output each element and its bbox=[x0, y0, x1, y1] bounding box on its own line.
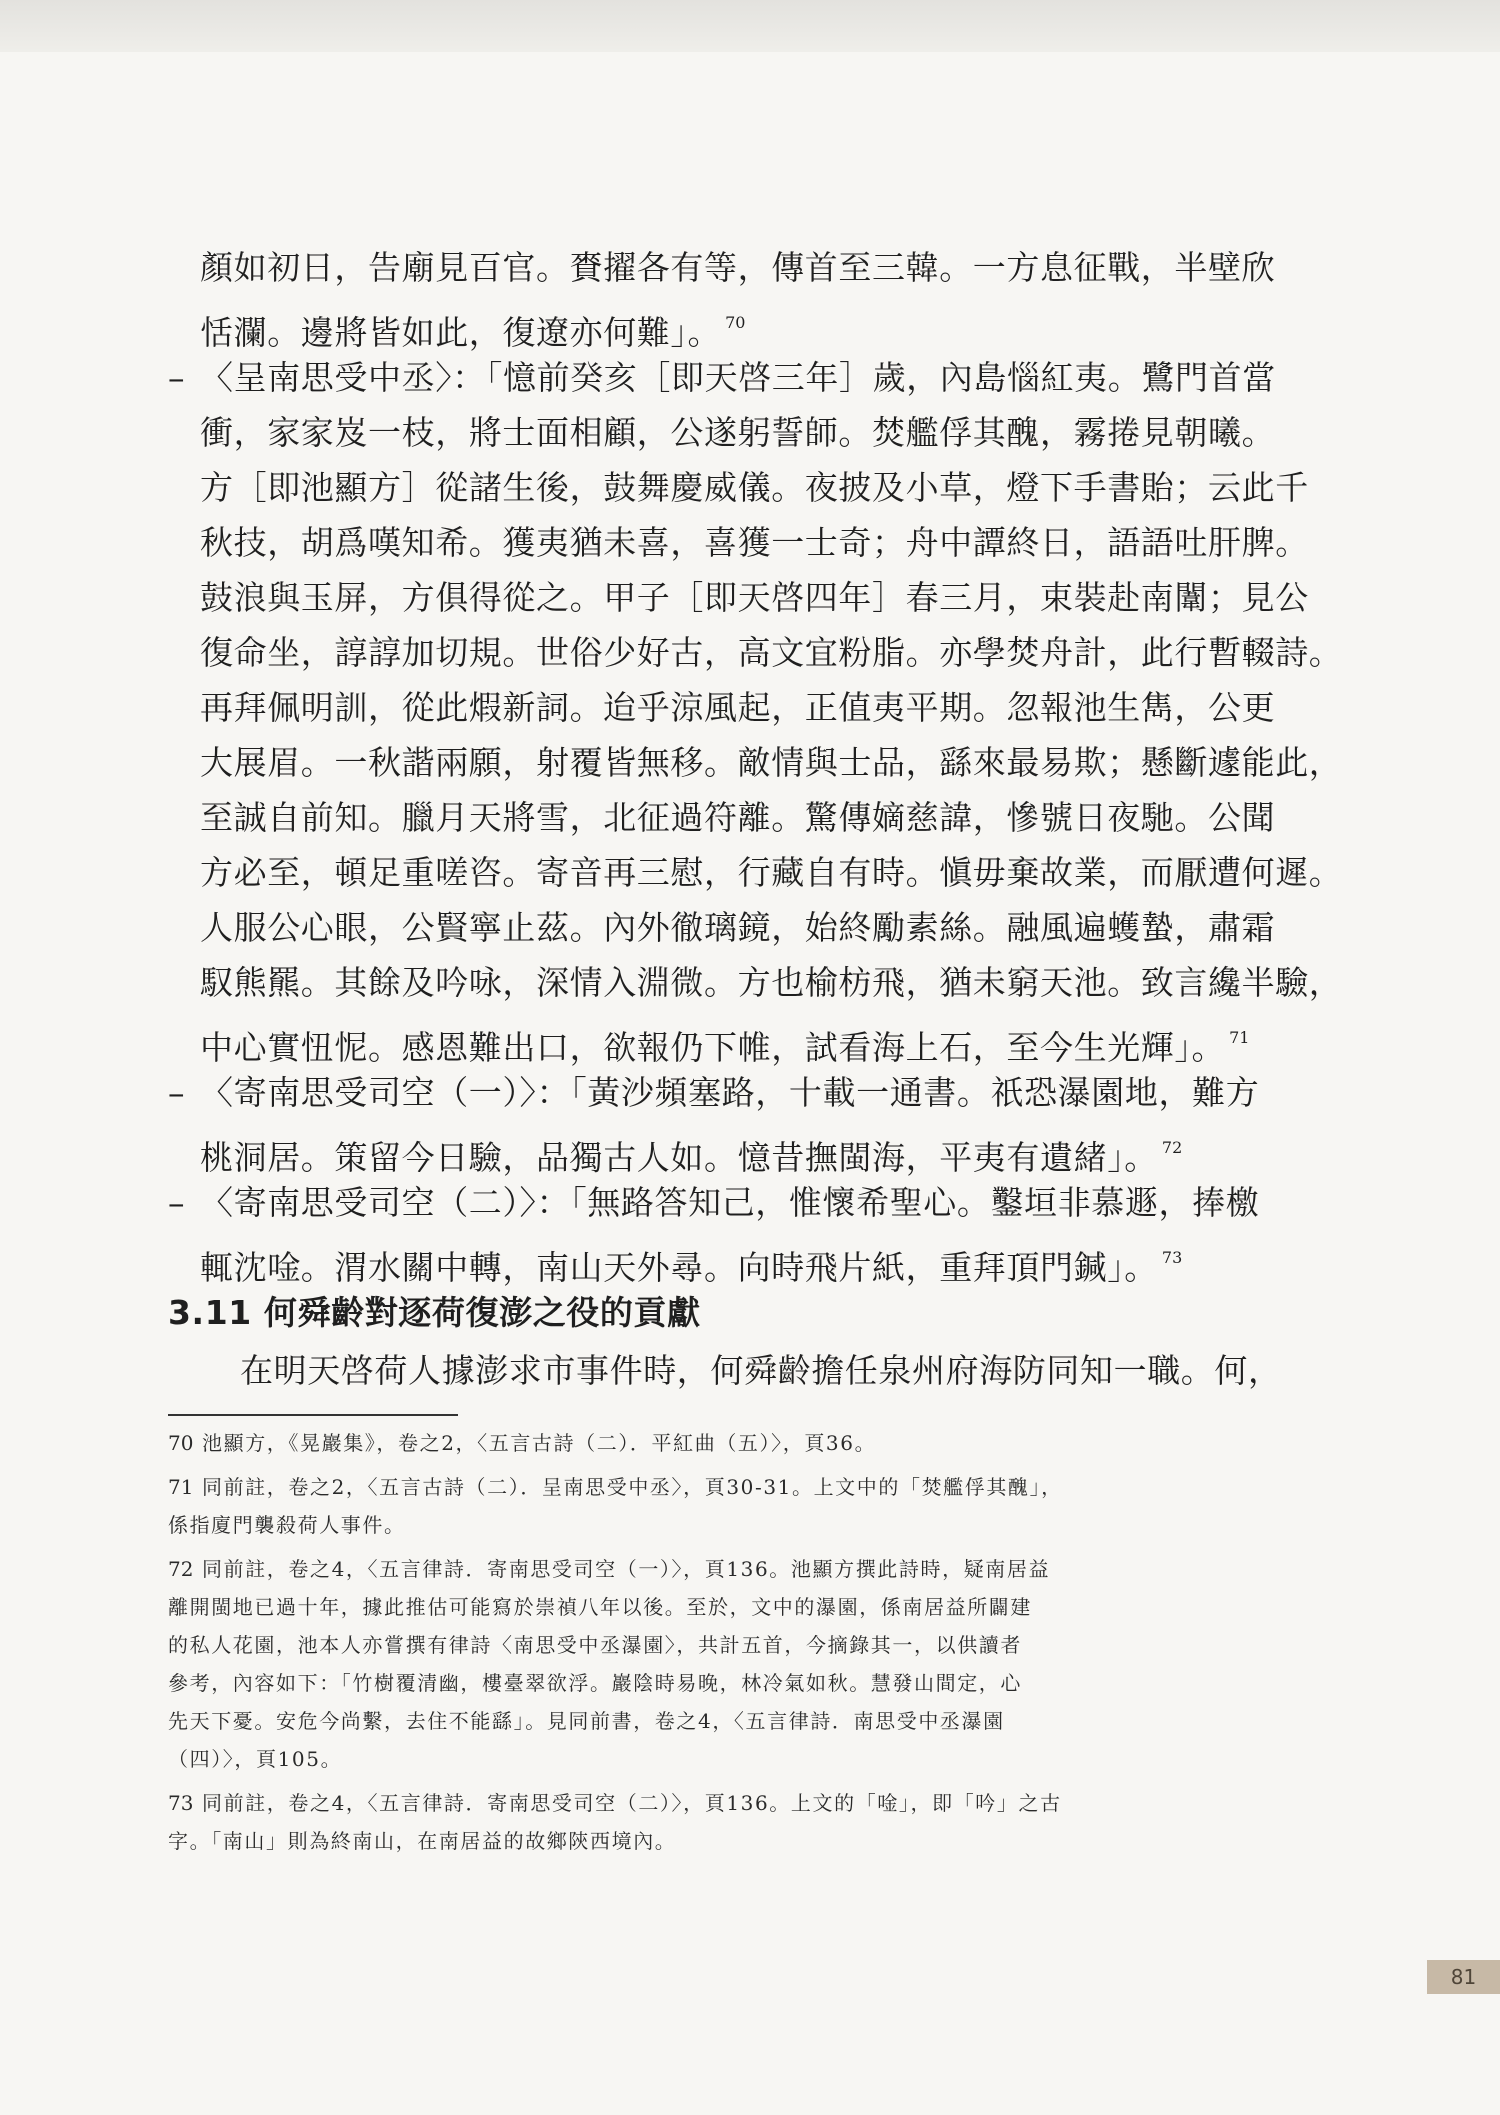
footnote-line bbox=[168, 1702, 1283, 1740]
footnote-text: 字。「南山」則為終南山，在南居益的故鄉陝西境內。 bbox=[168, 1829, 677, 1853]
footnote-line bbox=[168, 1468, 1283, 1506]
list-dash: – bbox=[168, 1073, 186, 1112]
footnote-text: （四）〉，頁105。 bbox=[168, 1747, 343, 1771]
footnote-text: 的私人花園，池本人亦嘗撰有律詩〈南思受中丞瀑園〉，共計五首，今摘錄其一，以供讀者 bbox=[168, 1633, 1022, 1657]
footnote-text: 同前註，卷之4，〈五言律詩．寄南思受司空（一）〉，頁136。池顯方撰此詩時，疑南居益 bbox=[202, 1557, 1051, 1581]
footnote-line bbox=[168, 1664, 1283, 1702]
text-line bbox=[168, 1175, 1283, 1230]
footnote-number: 70 bbox=[168, 1431, 194, 1455]
footnote-line bbox=[168, 1626, 1283, 1664]
footnote-text: 同前註，卷之2，〈五言古詩（二）．呈南思受中丞〉，頁30-31。上文中的「焚艦俘其醜」， bbox=[202, 1475, 1063, 1499]
text-line bbox=[168, 1230, 1283, 1285]
line-text: 大展眉。一秋諧兩願，射覆皆無移。敵情與士品，繇來最易欺；懸斷遽能此， bbox=[200, 743, 1343, 782]
line-text: 方必至，頓足重嗟咨。寄音再三慰，行藏自有時。愼毋棄故業，而厭遭何遲。 bbox=[200, 853, 1343, 892]
footnote bbox=[168, 1784, 1283, 1860]
line-text: 至誠自前知。臘月天將雪，北征過符離。驚傳嫡慈諱，慘號日夜馳。公聞 bbox=[200, 798, 1276, 837]
footnote-line bbox=[168, 1588, 1283, 1626]
line-text: 顏如初日，告廟見百官。賚擢各有等，傳首至三韓。一方息征戰，半壁欣 bbox=[200, 248, 1276, 287]
text-line bbox=[168, 1120, 1283, 1175]
list-dash: – bbox=[168, 1183, 186, 1222]
footnote bbox=[168, 1550, 1283, 1778]
footnote-number: 72 bbox=[168, 1557, 194, 1581]
line-text: 輒沈唫。渭水關中轉，南山天外尋。向時飛片紙，重拜頂門鍼」。 bbox=[200, 1248, 1158, 1287]
line-text: 人服公心眼，公賢寧止茲。內外徹璃鏡，始終勵素絲。融風遍蠖蟄，肅霜 bbox=[200, 908, 1276, 947]
footnote-number: 71 bbox=[168, 1475, 194, 1499]
section-heading: 3.11 何舜齡對逐荷復澎之役的貢獻 bbox=[168, 1293, 701, 1332]
footnote-line bbox=[168, 1424, 1283, 1462]
page-number: 81 bbox=[1427, 1960, 1500, 1994]
paragraph-first-line: 在明天啓荷人據澎求市事件時，何舜齡擔任泉州府海防同知一職。何， bbox=[240, 1351, 1282, 1390]
text-line bbox=[168, 955, 1343, 1010]
line-text: 〈寄南思受司空（二）〉：「無路答知己，惟懷希聖心。鑿垣非慕遯，捧檄 bbox=[200, 1183, 1260, 1222]
text-line bbox=[168, 1065, 1283, 1120]
text-line bbox=[168, 515, 1309, 570]
footnote-text: 參考，內容如下：「竹樹覆清幽，樓臺翠欲浮。巖陰時易晚，林冷氣如秋。慧發山間定，心 bbox=[168, 1671, 1022, 1695]
text-line bbox=[168, 240, 1283, 295]
text-line bbox=[168, 900, 1283, 955]
footnote-ref: 70 bbox=[725, 313, 746, 332]
footnote-line bbox=[168, 1550, 1283, 1588]
footnote-text: 離開閩地已過十年，據此推估可能寫於崇禎八年以後。至於，文中的瀑園，係南居益所闢建 bbox=[168, 1595, 1032, 1619]
text-line bbox=[168, 350, 1283, 405]
footnote-number: 73 bbox=[168, 1791, 194, 1815]
footnote-text: 先天下憂。安危今尚繫，去住不能繇」。見同前書，卷之4，〈五言律詩．南思受中丞瀑園 bbox=[168, 1709, 1005, 1733]
footnote-line bbox=[168, 1506, 1283, 1544]
footnote-text: 係指廈門襲殺荷人事件。 bbox=[168, 1513, 406, 1537]
footnote-divider bbox=[168, 1414, 458, 1416]
text-line bbox=[168, 790, 1283, 845]
footnotes bbox=[168, 1424, 1283, 1860]
poem-lines bbox=[168, 240, 1343, 1287]
text-line bbox=[168, 845, 1343, 900]
footnote-line bbox=[168, 1740, 1283, 1778]
line-text: 秋技，胡爲嘆知希。獲夷猶未喜，喜獲一士奇；舟中譚終日，語語吐肝脾。 bbox=[200, 523, 1309, 562]
footnote-ref: 71 bbox=[1229, 1028, 1250, 1047]
footnote-text: 池顯方，《晃巖集》，卷之2，〈五言古詩（二）．平紅曲（五）〉，頁36。 bbox=[202, 1431, 877, 1455]
text-line bbox=[168, 1010, 1283, 1065]
main-text bbox=[168, 240, 1343, 1866]
text-line bbox=[168, 680, 1283, 735]
text-line bbox=[168, 460, 1309, 515]
line-text: 恬瀾。邊將皆如此，復遼亦何難」。 bbox=[200, 313, 722, 352]
text-line bbox=[168, 405, 1283, 460]
line-text: 〈呈南思受中丞〉：「憶前癸亥［即天啓三年］歲，內島惱紅夷。鷺門首當 bbox=[200, 358, 1276, 397]
scan-top-band bbox=[0, 0, 1500, 52]
footnote-line bbox=[168, 1822, 1283, 1860]
footnote-ref: 72 bbox=[1161, 1138, 1183, 1157]
line-text: 復命坐，諄諄加切規。世俗少好古，高文宜粉脂。亦學焚舟計，此行暫輟詩。 bbox=[200, 633, 1343, 672]
footnote-text: 同前註，卷之4，〈五言律詩．寄南思受司空（二）〉，頁136。上文的「唫」，即「吟」之古 bbox=[202, 1791, 1062, 1815]
line-text: 方［即池顯方］從諸生後，鼓舞慶威儀。夜披及小草，燈下手書貽；云此千 bbox=[200, 468, 1309, 507]
line-text: 再拜佩明訓，從此煆新詞。迨乎涼風起，正值夷平期。忽報池生雋，公更 bbox=[200, 688, 1276, 727]
line-text: 桃洞居。策留今日驗，品獨古人如。憶昔撫閩海，平夷有遺緒」。 bbox=[200, 1138, 1158, 1177]
footnote-line bbox=[168, 1784, 1283, 1822]
line-text: 鼓浪與玉屏，方俱得從之。甲子［即天啓四年］春三月，束裝赴南闈；見公 bbox=[200, 578, 1309, 617]
text-line bbox=[168, 625, 1343, 680]
text-line bbox=[168, 295, 1283, 350]
line-text: 馭熊羆。其餘及吟咏，深情入淵微。方也榆枋飛，猶未窮天池。致言纔半驗， bbox=[200, 963, 1343, 1002]
line-text: 衝，家家岌一枝，將士面相顧，公遂躬誓師。焚艦俘其醜，霧捲見朝曦。 bbox=[200, 413, 1276, 452]
footnote-ref: 73 bbox=[1161, 1248, 1183, 1267]
list-dash: – bbox=[168, 358, 186, 397]
text-line bbox=[168, 570, 1309, 625]
text-line bbox=[168, 735, 1343, 790]
footnote bbox=[168, 1468, 1283, 1544]
line-text: 〈寄南思受司空（一）〉：「黃沙頻塞路，十載一通書。祇恐瀑園地，難方 bbox=[200, 1073, 1260, 1112]
line-text: 中心實忸怩。感恩難出口，欲報仍下帷，試看海上石，至今生光輝」。 bbox=[200, 1028, 1226, 1067]
footnote bbox=[168, 1424, 1283, 1462]
